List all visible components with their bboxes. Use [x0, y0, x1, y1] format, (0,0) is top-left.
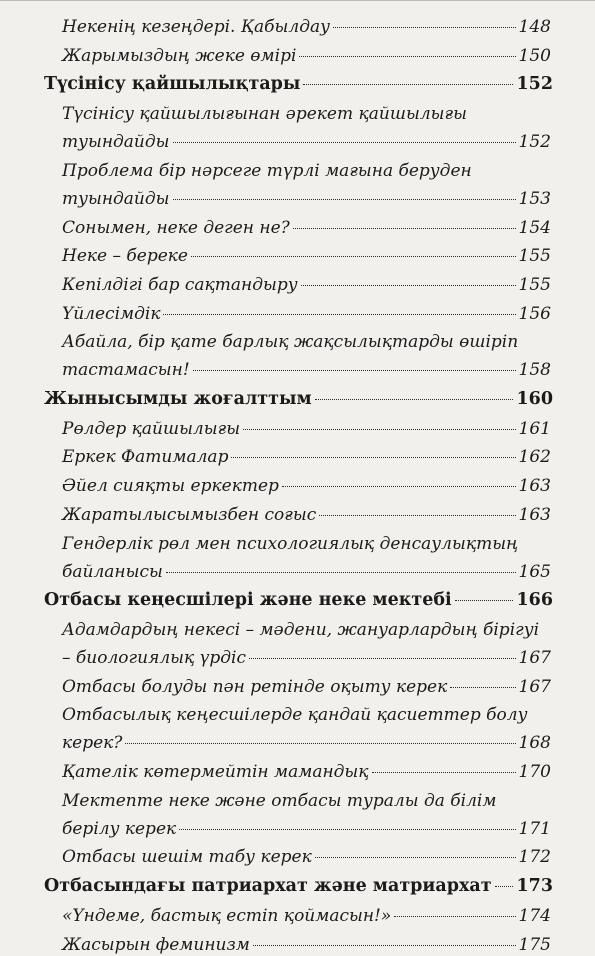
toc-subsection-entry	[62, 934, 551, 956]
entry-title: байланысы	[62, 561, 163, 582]
dot-leader	[303, 84, 513, 85]
dot-leader	[191, 256, 516, 257]
entry-title: Сонымен, неке деген не?	[62, 217, 290, 238]
dot-leader	[455, 600, 514, 601]
toc-subsection-entry	[62, 16, 551, 38]
page-number: 163	[518, 504, 551, 525]
entry-title: туындайды	[62, 132, 170, 153]
page-number: 174	[518, 905, 551, 926]
entry-title: Кепілдігі бар сақтандыру	[62, 274, 298, 295]
entry-title: Отбасы шешім табу керек	[62, 847, 312, 868]
dot-leader	[315, 399, 514, 400]
page-number: 155	[518, 274, 551, 295]
dot-leader	[253, 945, 516, 946]
toc-entry-first-line: Проблема бір нәрсеге түрлі мағына беруден	[62, 160, 472, 181]
toc-entry-first-line: Абайла, бір қате барлық жақсылықтарды өшіріп	[62, 332, 519, 353]
toc-subsection-entry	[62, 418, 551, 440]
toc-subsection-entry	[62, 561, 551, 583]
entry-title: «Үндеме, бастық естіп қоймасын!»	[62, 905, 392, 926]
entry-title: тастамасын!	[62, 360, 190, 381]
section-title: Түсінісу қайшылықтары	[44, 74, 301, 95]
page-number: 160	[516, 389, 553, 409]
page-number: 171	[518, 818, 551, 839]
dot-leader	[299, 56, 515, 57]
dot-leader	[249, 658, 516, 659]
page-number: 173	[516, 876, 553, 897]
page-number: 167	[518, 676, 551, 697]
toc-subsection-entry	[62, 676, 551, 698]
dot-leader	[163, 314, 515, 315]
dot-leader	[179, 829, 515, 830]
entry-title: – биологиялық үрдіс	[62, 647, 246, 668]
entry-title: Отбасы болуды пән ретінде оқыту керек	[62, 676, 448, 697]
entry-title: Еркек Фатималар	[62, 447, 229, 468]
toc-subsection-entry	[62, 732, 551, 754]
dot-leader	[372, 772, 516, 773]
toc-subsection-entry	[62, 647, 551, 669]
page-number: 166	[516, 590, 553, 611]
dot-leader	[231, 457, 515, 458]
entry-title: Неке – береке	[62, 246, 188, 267]
dot-leader	[495, 886, 514, 887]
entry-title: берілу керек	[62, 818, 177, 839]
entry-title: Қателік көтермейтін мамандық	[62, 762, 369, 782]
page-number: 168	[518, 733, 551, 754]
page-number: 161	[518, 418, 551, 439]
entry-title: Жарымыздың жеке өмірі	[62, 45, 297, 66]
page-number: 148	[518, 17, 551, 37]
toc-entry-first-line: Адамдардың некесі – мәдени, жануарлардың бірігуі	[62, 619, 540, 640]
toc-subsection-entry	[62, 303, 551, 325]
dot-leader	[293, 228, 516, 229]
page-number: 165	[518, 561, 551, 582]
page-number: 152	[518, 132, 551, 153]
dot-leader	[166, 572, 516, 573]
page-top-edge	[0, 0, 595, 1]
page-number: 153	[518, 188, 551, 209]
dot-leader	[319, 515, 515, 516]
page-number: 152	[516, 74, 553, 95]
section-title: Отбасындағы патриархат және матриархат	[44, 876, 492, 897]
page-number: 172	[518, 847, 551, 868]
page-number: 163	[518, 476, 551, 497]
page-number: 167	[518, 647, 551, 668]
dot-leader	[173, 199, 516, 200]
toc-subsection-entry	[62, 188, 551, 210]
entry-title: Жасырын феминизм	[62, 934, 250, 955]
dot-leader	[282, 486, 516, 487]
toc-subsection-entry	[62, 846, 551, 868]
dot-leader	[394, 916, 515, 917]
page-number: 175	[518, 934, 551, 955]
page-number: 158	[518, 360, 551, 381]
toc-entry-first-line: Отбасылық кеңесшілерде қандай қасиеттер болу	[62, 705, 528, 726]
toc-subsection-entry	[62, 274, 551, 296]
toc-entry-first-line: Мектепте неке және отбасы туралы да білім	[62, 790, 497, 811]
toc-entry-first-line: Түсінісу қайшылығынан әрекет қайшылығы	[62, 104, 467, 125]
toc-subsection-entry	[62, 504, 551, 526]
dot-leader	[301, 285, 516, 286]
page-number: 150	[518, 45, 551, 66]
page-number: 155	[518, 246, 551, 267]
section-title: Жынысымды жоғалттым	[44, 389, 312, 409]
dot-leader	[243, 429, 516, 430]
toc-subsection-entry	[62, 446, 551, 468]
dot-leader	[450, 687, 515, 688]
dot-leader	[333, 27, 516, 28]
toc-subsection-entry	[62, 359, 551, 381]
toc-subsection-entry	[62, 818, 551, 840]
dot-leader	[125, 743, 515, 744]
toc-subsection-entry	[62, 475, 551, 497]
page-number: 154	[518, 217, 551, 238]
entry-title: туындайды	[62, 188, 170, 209]
toc-subsection-entry	[62, 217, 551, 239]
toc-section-entry	[44, 73, 553, 95]
section-title: Отбасы кеңесшілері және неке мектебі	[44, 590, 452, 611]
toc-section-entry	[44, 875, 553, 897]
entry-title: керек?	[62, 733, 123, 754]
toc-subsection-entry	[62, 905, 551, 927]
toc-subsection-entry	[62, 761, 551, 783]
toc-subsection-entry	[62, 131, 551, 153]
dot-leader	[315, 857, 516, 858]
entry-title: Үйлесімдік	[62, 303, 161, 324]
toc-section-entry	[44, 388, 553, 410]
entry-title: Жаратылысымызбен соғыс	[62, 504, 317, 525]
entry-title: Рөлдер қайшылығы	[62, 418, 241, 439]
page-number: 156	[518, 303, 551, 324]
dot-leader	[173, 142, 516, 143]
dot-leader	[193, 370, 516, 371]
toc-subsection-entry	[62, 245, 551, 267]
entry-title: Әйел сияқты еркектер	[62, 476, 279, 497]
toc-entry-first-line: Гендерлік рөл мен психологиялық денсаулықтың	[62, 533, 519, 554]
toc-subsection-entry	[62, 45, 551, 67]
entry-title: Некенің кезеңдері. Қабылдау	[62, 17, 330, 37]
page-number: 162	[518, 447, 551, 468]
toc-section-entry	[44, 589, 553, 611]
page-number: 170	[518, 762, 551, 782]
